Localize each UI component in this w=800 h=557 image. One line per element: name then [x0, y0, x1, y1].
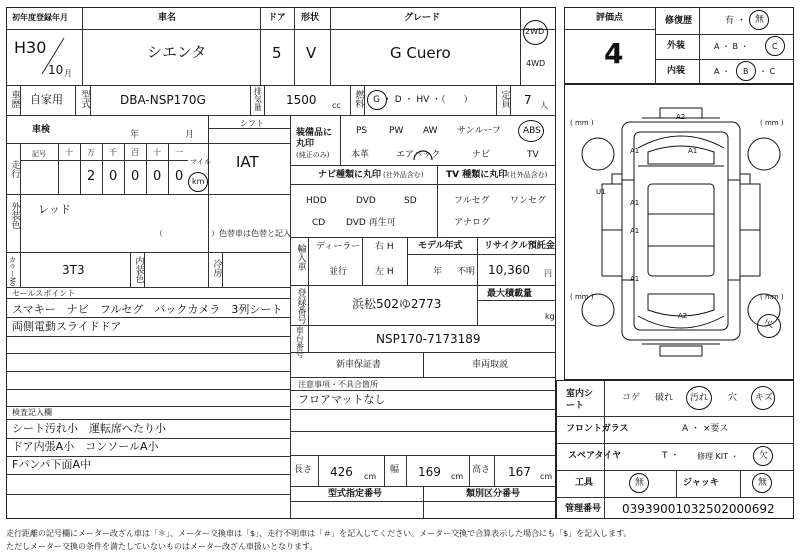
- grade-value: G Cuero: [390, 44, 451, 62]
- spare-kit: 修理 KIT ・: [697, 452, 739, 461]
- warranty-label: 新車保証書: [336, 360, 382, 370]
- airbag-circle-mark: [412, 140, 434, 162]
- mileage-label: 走行: [9, 160, 20, 178]
- mark-a1-mid: A1: [630, 227, 640, 235]
- model-label: 型式: [79, 90, 90, 108]
- inspector-line3: Fバンパ下面A中: [12, 458, 92, 471]
- width-value: 169: [418, 465, 441, 479]
- mileage-unit-1: 万: [87, 148, 95, 157]
- spare-missing: 欠: [759, 451, 769, 461]
- designation-label: 型式指定番号: [328, 489, 383, 499]
- drive-2wd: 2WD: [525, 27, 545, 36]
- width-cm: cm: [451, 472, 464, 481]
- height-cm: cm: [540, 472, 553, 481]
- repair-label: 修復歴: [665, 16, 693, 26]
- mileage-unit-km: km: [192, 177, 205, 186]
- length-label: 長さ: [294, 465, 313, 475]
- interior-grade: B: [743, 67, 749, 76]
- car-name-label: 車名: [158, 13, 177, 23]
- inspection-month: 月: [185, 130, 195, 140]
- fuel-options: G ・ D ・ HV ・（ ）: [373, 95, 473, 105]
- model-value: DBA-NSP170G: [120, 93, 206, 107]
- recycle-value: 10,360: [488, 263, 530, 277]
- sheet-yabure: 破れ: [655, 393, 674, 403]
- exterior-label: 外装: [667, 41, 686, 51]
- chassis-label: 車台番号: [295, 326, 305, 358]
- interior-sheet-label: 室内シート: [566, 389, 594, 411]
- navi-dvd-play: DVD 再生可: [346, 218, 396, 228]
- tv-note: (社外品含む): [507, 171, 548, 179]
- repair-value: 有 ・: [725, 16, 746, 26]
- navi-note: (社外品含む): [383, 171, 424, 179]
- tools-value: 無: [635, 478, 645, 488]
- inspector-line2: ドア内張A小 コンソールA小: [12, 440, 159, 453]
- score-value: 4: [604, 37, 624, 70]
- equip-tv: TV: [527, 150, 539, 160]
- interior-label: 内装: [667, 66, 686, 76]
- mgmt-label: 管理番号: [565, 504, 602, 514]
- mileage-digit-2: 0: [109, 169, 118, 184]
- mileage-digit-4: 0: [153, 169, 162, 184]
- glass-label: フロントガラス: [566, 424, 629, 434]
- width-label: 幅: [390, 465, 400, 475]
- height-label: 高さ: [472, 465, 491, 475]
- jack-value: 無: [758, 478, 768, 488]
- interior-c: ・ C: [759, 67, 776, 76]
- footer-note-1: 走行距離の記号欄にメーター改ざん車は「＊」、メーター交換車は「$」、走行不明車は「＃」を記入してください。メーター交換で合算表示した場合にも「$」を記入します。: [6, 529, 632, 538]
- import-dealer: ディーラー: [316, 242, 361, 252]
- chassis-value: NSP170-7173189: [376, 332, 481, 346]
- mileage-digit-5: 0: [175, 169, 184, 184]
- displacement-label: 排気量: [253, 87, 263, 111]
- max-load-kg: kg: [545, 312, 555, 321]
- equip-sunroof: サンルーフ: [457, 126, 501, 136]
- spare-t: T ・: [662, 451, 680, 461]
- mileage-unit-0: 十: [65, 148, 73, 157]
- sheet-yogore: 汚れ: [690, 393, 709, 403]
- shape-label: 形状: [301, 13, 320, 23]
- navi-label: ナビ種類に丸印: [318, 170, 382, 180]
- capacity-label: 定員: [499, 90, 510, 108]
- equip-ps: PS: [356, 126, 368, 136]
- inspector-line1: シート汚れ小 運転席へたり小: [12, 422, 166, 435]
- mileage-unit-2: 千: [109, 148, 117, 157]
- mark-a2-bottom: A2: [678, 312, 688, 320]
- mm-mark-br: ( mm ): [760, 293, 784, 301]
- sheet-koge: コゲ: [622, 393, 641, 403]
- model-year-label: モデル年式: [418, 241, 463, 251]
- repair-none: 無: [755, 15, 765, 25]
- color-label: 外装色: [9, 202, 20, 229]
- registration-label: 登録番号: [295, 288, 306, 324]
- mm-mark-bl: ( mm ): [570, 293, 594, 301]
- equip-navi: ナビ: [472, 150, 491, 160]
- tv-analog: アナログ: [454, 218, 491, 228]
- mark-a1-left: A1: [630, 199, 640, 207]
- mark-a2-top: A2: [676, 113, 686, 121]
- recycle-yen: 円: [544, 269, 552, 278]
- model-year-year: 年: [433, 267, 443, 277]
- exterior-grade: C: [772, 42, 778, 51]
- sales-point-line1: スマキー ナビ フルセグ バックカメラ 3列シート: [12, 303, 283, 316]
- length-value: 426: [330, 465, 353, 479]
- import-parallel: 並行: [329, 267, 348, 277]
- mileage-unit-mile: マイル: [190, 158, 211, 166]
- color-no-label: カラーNo.: [8, 256, 17, 289]
- color-value: レッド: [38, 203, 71, 216]
- door-count: 5: [272, 44, 282, 62]
- navi-cd: CD: [312, 218, 326, 228]
- color-no-value: 3T3: [62, 263, 85, 277]
- equip-aw: AW: [423, 126, 438, 136]
- fuel-label: 燃料: [353, 90, 364, 108]
- navi-hdd: HDD: [306, 196, 327, 206]
- first-reg-month: 10: [48, 63, 64, 77]
- mark-u1: U1: [596, 188, 606, 196]
- sheet-ana: 穴: [728, 393, 738, 403]
- mark-a1-front-r: A1: [688, 147, 698, 155]
- score-label: 評価点: [596, 13, 624, 23]
- equip-pw: PW: [389, 126, 404, 136]
- body-shape: V: [306, 44, 317, 62]
- displacement-value: 1500: [286, 93, 317, 107]
- footer-note-2: ただしメーター交換の条件を満たしていないものはメーター改ざん車扱いとなります。: [6, 542, 318, 551]
- capacity-value: 7: [524, 93, 532, 107]
- equip-abs: ABS: [523, 126, 541, 136]
- navi-dvd: DVD: [356, 196, 376, 206]
- mm-mark-tl: ( mm ): [570, 119, 594, 127]
- ac-label: 冷房: [211, 259, 222, 277]
- recycle-label: リサイクル預託金: [484, 241, 555, 251]
- mark-a1-front-l: A1: [630, 147, 640, 155]
- inspector-label: 検査記入欄: [12, 408, 52, 417]
- car-name: シエンタ: [147, 43, 207, 61]
- equipment-label: 装備品に丸印: [296, 128, 333, 149]
- tv-label: TV 種類に丸印: [446, 170, 508, 180]
- missing-mark: 欠: [764, 320, 774, 330]
- equip-airbag: エアバック: [396, 150, 441, 160]
- first-reg-year: H30: [14, 38, 47, 57]
- interior-a: A ・: [714, 67, 731, 76]
- import-rh: 右 H: [375, 242, 394, 252]
- inspection-year: 年: [130, 130, 140, 140]
- mileage-unit-5: 一: [175, 148, 183, 157]
- mileage-digit-1: 2: [87, 169, 96, 184]
- shift-value: IAT: [236, 153, 259, 171]
- usage-value: 自家用: [30, 93, 63, 106]
- mileage-unit-3: 百: [131, 148, 139, 157]
- cc-unit: cc: [332, 101, 341, 110]
- category-label: 類別区分番号: [466, 489, 521, 499]
- tv-fullseg: フルセグ: [454, 196, 490, 206]
- mileage-unit-4: 十: [153, 148, 161, 157]
- drive-4wd: 4WD: [526, 59, 546, 68]
- sales-point-line2: 両側電動スライドドア: [12, 320, 122, 333]
- interior-color-label: 内装色: [133, 256, 144, 283]
- glass-value: A ・ ×要ス: [682, 424, 729, 434]
- navi-sd: SD: [404, 196, 417, 206]
- mileage-digit-3: 0: [131, 169, 140, 184]
- mark-a1-rear: A1: [630, 275, 640, 283]
- equip-leather: 本革: [351, 150, 370, 160]
- jack-label: ジャッキ: [683, 478, 719, 488]
- notes-value: フロアマットなし: [298, 393, 386, 406]
- manual-label: 車両取説: [472, 360, 509, 370]
- height-value: 167: [508, 465, 531, 479]
- registration-value: 浜松502ゆ2773: [352, 297, 442, 311]
- color-change-note: （ ）色替車は色替と記入: [155, 229, 291, 238]
- capacity-unit: 人: [540, 101, 548, 110]
- notes-label: 注意事項・不具合箇所: [298, 380, 378, 389]
- length-cm: cm: [364, 472, 377, 481]
- max-load-label: 最大積載量: [487, 289, 533, 299]
- inspection-label: 車検: [32, 125, 51, 135]
- spare-label: スペアタイヤ: [568, 451, 622, 461]
- import-lh: 左 H: [375, 267, 394, 277]
- first-reg-label: 初年度登録年月: [12, 13, 68, 22]
- mgmt-value: 0393900103250200069​2: [622, 502, 775, 516]
- car-diagram: [564, 84, 794, 380]
- tv-oneseg: ワンセグ: [510, 196, 547, 206]
- door-label: ドア: [268, 13, 286, 23]
- shift-label: シフト: [240, 119, 264, 128]
- grade-label: グレード: [404, 13, 441, 23]
- equipment-sub: (純正のみ): [296, 151, 330, 159]
- sheet-kizu: キズ: [755, 393, 773, 403]
- usage-label: 車歴: [9, 90, 20, 108]
- import-label: 輸入車: [295, 244, 306, 271]
- month-unit: 月: [64, 69, 72, 78]
- sales-point-label: セールスポイント: [12, 289, 76, 298]
- exterior-options: A ・ B ・: [714, 42, 749, 51]
- tools-label: 工具: [575, 478, 594, 488]
- mm-mark-tr: ( mm ): [760, 119, 784, 127]
- model-year-unknown: 不明: [457, 267, 476, 277]
- mileage-mark-label: 記号: [32, 150, 46, 158]
